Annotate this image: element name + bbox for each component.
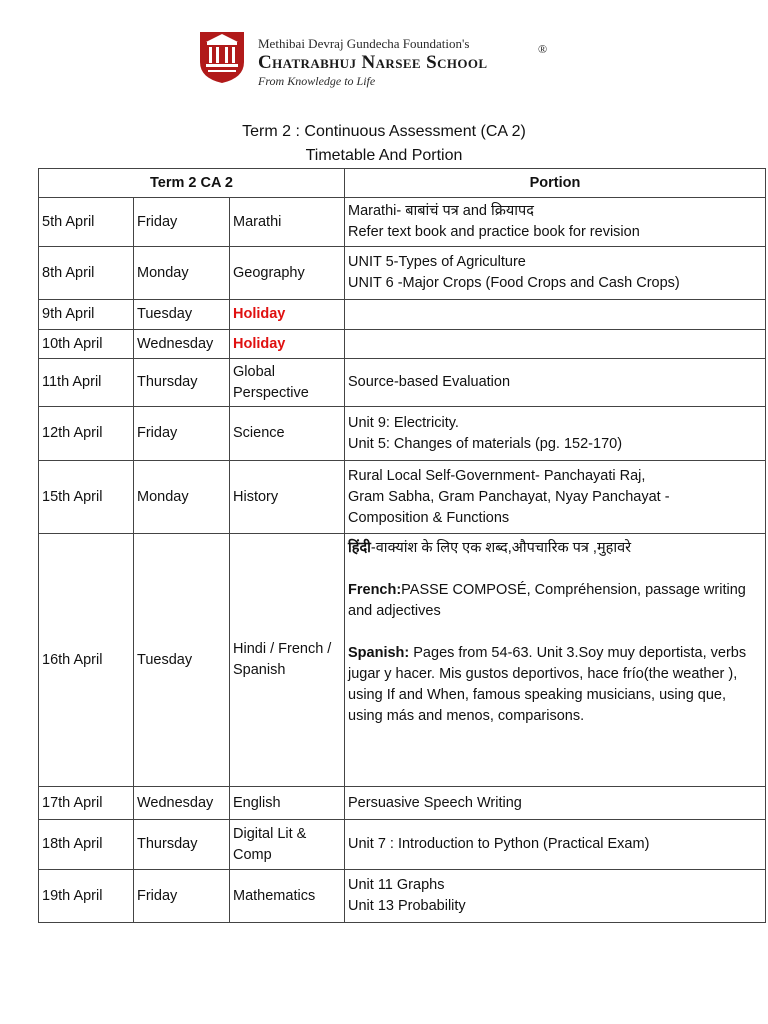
row-day: Thursday <box>134 359 230 407</box>
portion-line: UNIT 6 -Major Crops (Food Crops and Cash Crops) <box>348 275 680 291</box>
row-portion <box>345 870 766 923</box>
row-date: 19th April <box>39 870 134 923</box>
row-date: 18th April <box>39 820 134 870</box>
row-day: Monday <box>134 247 230 300</box>
row-date: 9th April <box>39 300 134 330</box>
table-row <box>39 820 766 870</box>
row-day: Tuesday <box>134 534 230 787</box>
portion-line: Unit 11 Graphs <box>348 877 445 893</box>
spanish-label: Spanish: <box>348 645 410 661</box>
french-portion <box>348 580 762 622</box>
school-name: Chatrabhuj Narsee School <box>258 52 488 73</box>
row-subject: Global Perspective <box>230 359 345 407</box>
row-day: Friday <box>134 407 230 461</box>
table-row <box>39 359 766 407</box>
table-row <box>39 407 766 461</box>
table-row <box>39 198 766 247</box>
portion-line: Source-based Evaluation <box>348 374 511 390</box>
row-subject: Science <box>230 407 345 461</box>
portion-line: Refer text book and practice book for revision <box>348 224 640 240</box>
table-row <box>39 534 766 787</box>
row-day: Tuesday <box>134 300 230 330</box>
table-row <box>39 330 766 359</box>
portion-line: Composition & Functions <box>348 509 510 526</box>
row-date: 8th April <box>39 247 134 300</box>
hindi-portion <box>348 538 762 559</box>
foundation-name: Methibai Devraj Gundecha Foundation's <box>258 36 470 51</box>
spacer <box>348 622 762 643</box>
row-subject-holiday: Holiday <box>230 300 345 330</box>
portion-line: Marathi- बाबांचं पत्र and क्रियापद <box>348 203 534 219</box>
row-date: 10th April <box>39 330 134 359</box>
row-portion <box>345 461 766 534</box>
spanish-portion <box>348 643 762 727</box>
row-day: Friday <box>134 198 230 247</box>
row-subject: Digital Lit & Comp <box>230 820 345 870</box>
row-date: 5th April <box>39 198 134 247</box>
table-row <box>39 461 766 534</box>
row-portion <box>345 330 766 359</box>
row-date: 11th April <box>39 359 134 407</box>
registered-mark: ® <box>538 42 548 56</box>
row-date: 17th April <box>39 787 134 820</box>
spanish-text: Pages from 54-63. Unit 3.Soy muy deportista, verbs jugar y hacer. Mis gustos deportivos, hace frío(the weather ), using If and When, famous speaking musicians, using que, using más and menos, comparisons. <box>348 645 747 724</box>
portion-line: Unit 5: Changes of materials (pg. 152-170) <box>348 435 623 452</box>
row-day: Friday <box>134 870 230 923</box>
row-portion <box>345 787 766 820</box>
row-portion <box>345 247 766 300</box>
school-header <box>196 26 576 90</box>
row-portion <box>345 534 766 787</box>
row-portion <box>345 407 766 461</box>
row-subject: Marathi <box>230 198 345 247</box>
portion-line: Rural Local Self-Government- Panchayati Raj, <box>348 467 646 484</box>
row-day: Wednesday <box>134 330 230 359</box>
portion-line: UNIT 5-Types of Agriculture <box>348 254 526 270</box>
hindi-text: -वाक्यांश के लिए एक शब्द,औपचारिक पत्र ,मुहावरे <box>370 540 632 556</box>
table-row <box>39 787 766 820</box>
row-portion <box>345 820 766 870</box>
hindi-label: हिंदी <box>348 540 371 556</box>
row-date: 16th April <box>39 534 134 787</box>
portion-line: Gram Sabha, Gram Panchayat, Nyay Panchayat - <box>348 488 670 505</box>
row-subject: Geography <box>230 247 345 300</box>
header-portion: Portion <box>345 169 766 198</box>
row-portion <box>345 359 766 407</box>
row-portion <box>345 300 766 330</box>
school-crest-icon <box>196 28 248 84</box>
portion-line: Unit 9: Electricity. <box>348 414 459 431</box>
document-subtitle: Timetable And Portion <box>305 147 463 164</box>
table-row <box>39 870 766 923</box>
timetable <box>38 168 766 923</box>
row-day: Monday <box>134 461 230 534</box>
portion-line: Unit 7 : Introduction to Python (Practical Exam) <box>348 836 650 852</box>
row-subject: Hindi / French / Spanish <box>230 534 345 787</box>
table-row <box>39 300 766 330</box>
row-subject: English <box>230 787 345 820</box>
table-header-row <box>39 169 766 198</box>
row-subject: History <box>230 461 345 534</box>
portion-line: Persuasive Speech Writing <box>348 794 522 811</box>
row-day: Wednesday <box>134 787 230 820</box>
row-subject-holiday: Holiday <box>230 330 345 359</box>
header-term: Term 2 CA 2 <box>39 169 345 198</box>
row-date: 12th April <box>39 407 134 461</box>
french-text: PASSE COMPOSÉ, Compréhension, passage writing and adjectives <box>348 582 746 619</box>
school-tagline: From Knowledge to Life <box>258 74 376 88</box>
row-date: 15th April <box>39 461 134 534</box>
row-subject: Mathematics <box>230 870 345 923</box>
spacer <box>348 559 762 580</box>
french-label: French: <box>348 582 402 598</box>
document-title: Term 2 : Continuous Assessment (CA 2) <box>242 123 526 140</box>
portion-line: Unit 13 Probability <box>348 898 466 914</box>
row-portion <box>345 198 766 247</box>
table-row <box>39 247 766 300</box>
row-day: Thursday <box>134 820 230 870</box>
